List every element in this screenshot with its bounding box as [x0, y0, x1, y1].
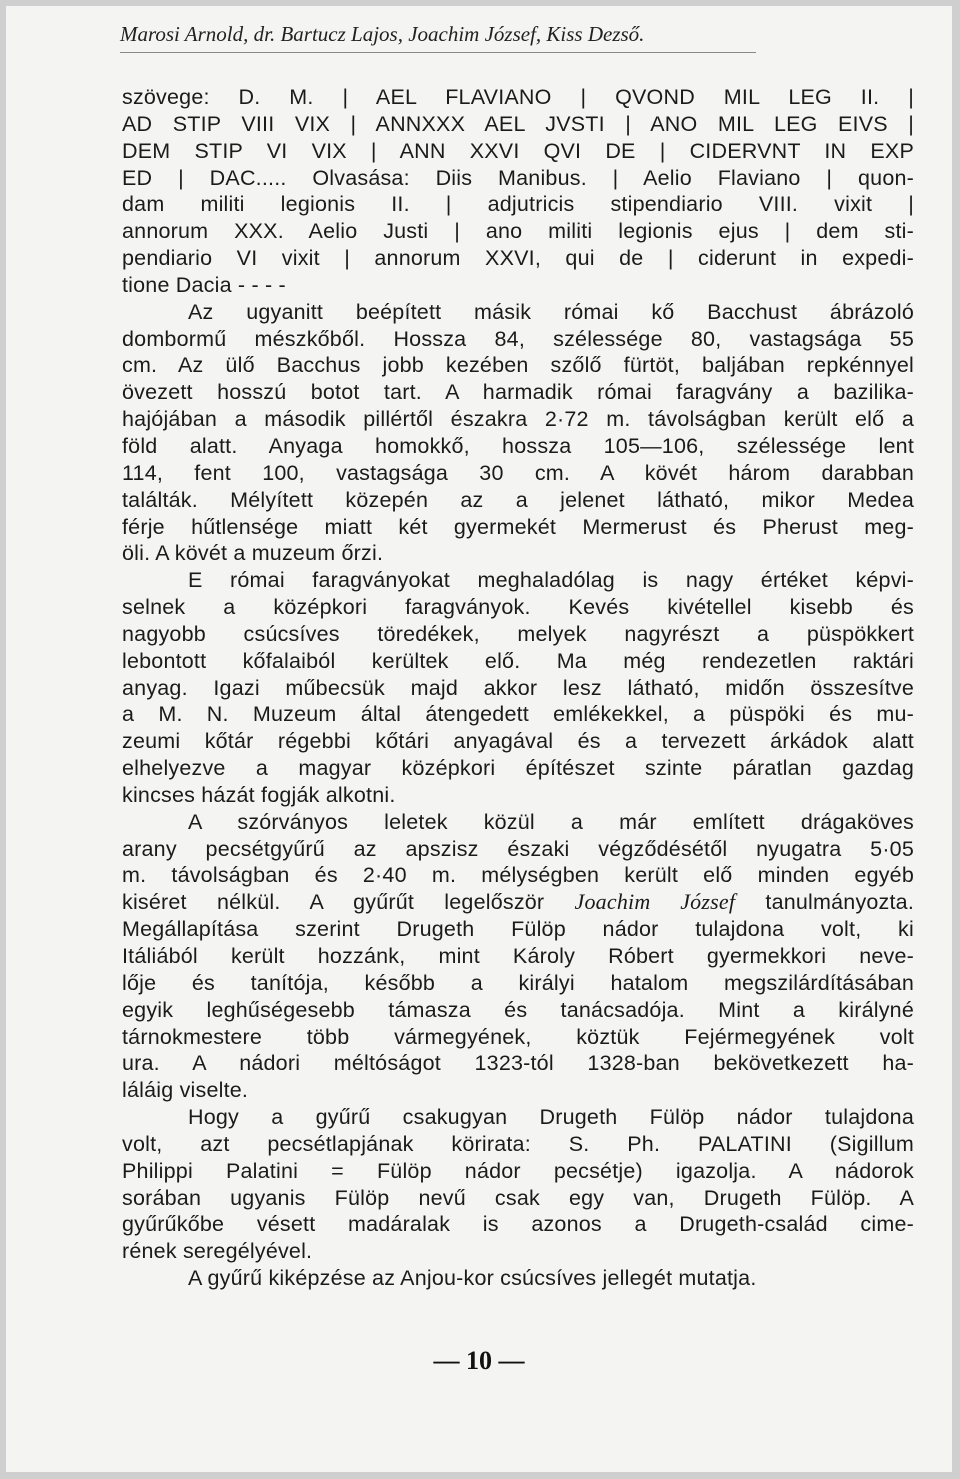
text-line: DEM STIP VI VIX | ANN XXVI QVI DE | CIDERVNT IN EXP	[122, 138, 914, 163]
text-line: föld alatt. Anyaga homokkő, hossza 105—106, szélessége lent	[122, 433, 914, 458]
body-text	[122, 84, 914, 1292]
text-line: E római faragványokat meghaladólag is nagy értéket képvi-	[188, 568, 914, 593]
text-line: sorában ugyanis Fülöp nevű csak egy van, Drugeth Fülöp. A	[122, 1185, 914, 1210]
text-line: találták. Mélyített közepén az a jelenet látható, mikor Medea	[122, 487, 914, 512]
text-line: a M. N. Muzeum által átengedett emlékekkel, a püspöki és mu-	[122, 702, 914, 727]
italic-name: Joachim József	[574, 889, 736, 915]
text-line: lője és tanítója, később a királyi hatalom megszilárdításában	[122, 970, 914, 995]
text-line: szövege: D. M. | AEL FLAVIANO | QVOND MIL LEG II. |	[122, 85, 914, 109]
text-line: Megállapítása szerint Drugeth Fülöp nádor tulajdona volt, ki	[122, 917, 914, 942]
text-line: m. távolságban és 2·40 m. mélységben került elő minden egyéb	[122, 863, 914, 888]
text-line: láláig viselte.	[122, 1078, 249, 1103]
text-line: arany pecsétgyűrű az apszisz északi végződésétől nyugatra 5·05	[122, 836, 914, 861]
text-line: gyűrűkőbe vésett madáralak is azonos a Drugeth-család cime-	[122, 1212, 914, 1237]
page-number: — 10 —	[433, 1346, 525, 1375]
text-line: öli. A kövét a muzeum őrzi.	[122, 541, 384, 566]
text-line: elhelyezve a magyar középkori építészet szinte páratlan gazdag	[122, 756, 914, 781]
text-line: Az ugyanitt beépített másik római kő Bacchust ábrázoló	[188, 299, 914, 324]
text-line: dam militi legionis II. | adjutricis stipendiario VIII. vixit |	[122, 192, 914, 217]
text-line: lebontott kőfalaiból kerültek elő. Ma még rendezetlen raktári	[122, 648, 914, 673]
text-line: ED | DAC..... Olvasása: Diis Manibus. | Aelio Flaviano | quon-	[122, 165, 914, 190]
text-line: férje hűtlensége miatt két gyermekét Mermerust és Pherust meg-	[122, 514, 914, 539]
text-span: tanulmányozta.	[735, 890, 915, 915]
document-page	[6, 6, 952, 1472]
text-line: annorum XXX. Aelio Justi | ano militi legionis ejus | dem sti-	[122, 219, 914, 244]
text-line: cm. Az ülő Bacchus jobb kezében szőlő fürtöt, baljában repkénnyel	[122, 353, 914, 378]
text-line: selnek a középkori faragványok. Kevés kivétellel kisebb és	[122, 595, 914, 620]
text-line: anyag. Igazi műbecsük majd akkor lesz látható, midőn összesítve	[122, 675, 914, 700]
header-rule	[120, 52, 756, 53]
text-line: nagyobb csúcsíves töredékek, melyek nagyrészt a püspökkert	[122, 621, 914, 646]
text-line: volt, azt pecsétlapjának körirata: S. Ph. PALATINI (Sigillum	[122, 1131, 914, 1156]
text-line: dombormű mészkőből. Hossza 84, szélessége 80, vastagsága 55	[122, 326, 914, 351]
text-line: egyik leghűségesebb támasza és tanácsadója. Mint a királyné	[122, 997, 914, 1022]
text-line	[122, 889, 914, 916]
text-line: A gyűrű kiképzése az Anjou-kor csúcsíves jellegét mutatja.	[188, 1266, 757, 1291]
text-line: hajójában a második pillértől északra 2·72 m. távolságban került elő a	[122, 407, 914, 432]
text-line: övezett hosszú botot tart. A harmadik római faragvány a bazilika-	[122, 380, 914, 405]
text-line: tione Dacia - - - -	[122, 272, 286, 297]
running-header: Marosi Arnold, dr. Bartucz Lajos, Joachim József, Kiss Dezső.	[120, 22, 645, 46]
text-line: pendiario VI vixit | annorum XXVI, qui de | ciderunt in expedi-	[122, 246, 914, 271]
text-line: kincses házát fogják alkotni.	[122, 782, 396, 807]
text-line: ura. A nádori méltóságot 1323-tól 1328-ban bekövetkezett ha-	[122, 1051, 914, 1076]
text-line: AD STIP VIII VIX | ANNXXX AEL JVSTI | ANO MIL LEG EIVS |	[122, 111, 914, 136]
text-line: A szórványos leletek közül a már említett drágaköves	[188, 809, 914, 834]
text-line: Itáliából került hozzánk, mint Károly Róbert gyermekkori neve-	[122, 944, 914, 968]
text-line: tárnokmestere több vármegyének, köztük Fejérmegyének volt	[122, 1024, 914, 1049]
text-line: rének seregélyével.	[122, 1239, 313, 1264]
text-line: Hogy a gyűrű csakugyan Drugeth Fülöp nádor tulajdona	[188, 1105, 914, 1130]
text-span: kiséret nélkül. A gyűrűt legelőször	[122, 890, 575, 915]
text-line: Philippi Palatini = Fülöp nádor pecsétje) igazolja. A nádorok	[122, 1158, 914, 1183]
text-line: 114, fent 100, vastagsága 30 cm. A kövét három darabban	[122, 460, 914, 485]
text-line: zeumi kőtár régebbi kőtári anyagával és a tervezett árkádok alatt	[122, 729, 914, 754]
